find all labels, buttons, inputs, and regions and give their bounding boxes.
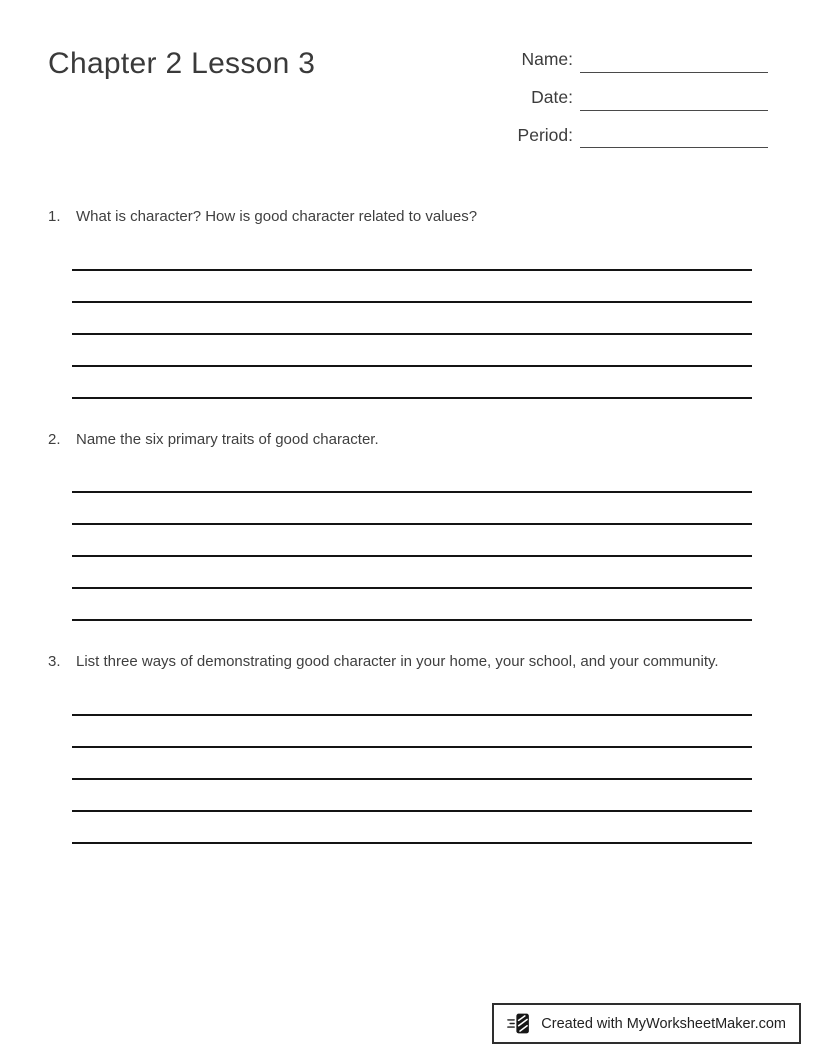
answer-line <box>72 780 752 812</box>
answer-line <box>72 303 752 335</box>
answer-line <box>72 239 752 271</box>
question-3-answer-lines <box>72 684 752 844</box>
name-field-row <box>518 48 768 73</box>
answer-line <box>72 684 752 716</box>
question-3-number: 3. <box>48 653 61 671</box>
answer-line <box>72 271 752 303</box>
question-2-text-row <box>48 430 752 450</box>
footer-credit-text: Created with MyWorksheetMaker.com <box>541 1015 786 1032</box>
question-1-text-row <box>48 207 752 227</box>
name-blank-line <box>580 51 768 73</box>
question-1 <box>48 207 752 399</box>
question-2-answer-lines <box>72 461 752 621</box>
answer-line <box>72 367 752 399</box>
answer-line <box>72 461 752 493</box>
date-label: Date: <box>531 86 573 107</box>
page-title: Chapter 2 Lesson 3 <box>48 47 316 80</box>
question-1-number: 1. <box>48 208 61 226</box>
question-2 <box>48 430 752 622</box>
period-blank-line <box>580 126 768 148</box>
answer-line <box>72 493 752 525</box>
answer-line <box>72 525 752 557</box>
answer-line <box>72 589 752 621</box>
question-1-answer-lines <box>72 239 752 399</box>
question-3-text: List three ways of demonstrating good character in your home, your school, and your community. <box>76 653 719 671</box>
footer-credit-badge <box>492 1003 801 1044</box>
question-2-number: 2. <box>48 430 61 448</box>
date-field-row <box>518 86 768 111</box>
student-id-fields <box>518 48 768 161</box>
date-blank-line <box>580 89 768 111</box>
question-2-text: Name the six primary traits of good character. <box>76 430 379 448</box>
question-1-text: What is character? How is good character related to values? <box>76 208 478 226</box>
questions-section <box>0 207 816 844</box>
answer-line <box>72 335 752 367</box>
myworksheetmaker-logo-icon <box>507 1011 532 1036</box>
answer-line <box>72 748 752 780</box>
answer-line <box>72 557 752 589</box>
question-3-text-row <box>48 652 752 672</box>
name-label: Name: <box>521 49 573 69</box>
header <box>0 0 816 161</box>
period-label: Period: <box>517 124 573 145</box>
answer-line <box>72 716 752 748</box>
period-field-row <box>518 124 768 149</box>
answer-line <box>72 812 752 844</box>
question-3 <box>48 652 752 844</box>
